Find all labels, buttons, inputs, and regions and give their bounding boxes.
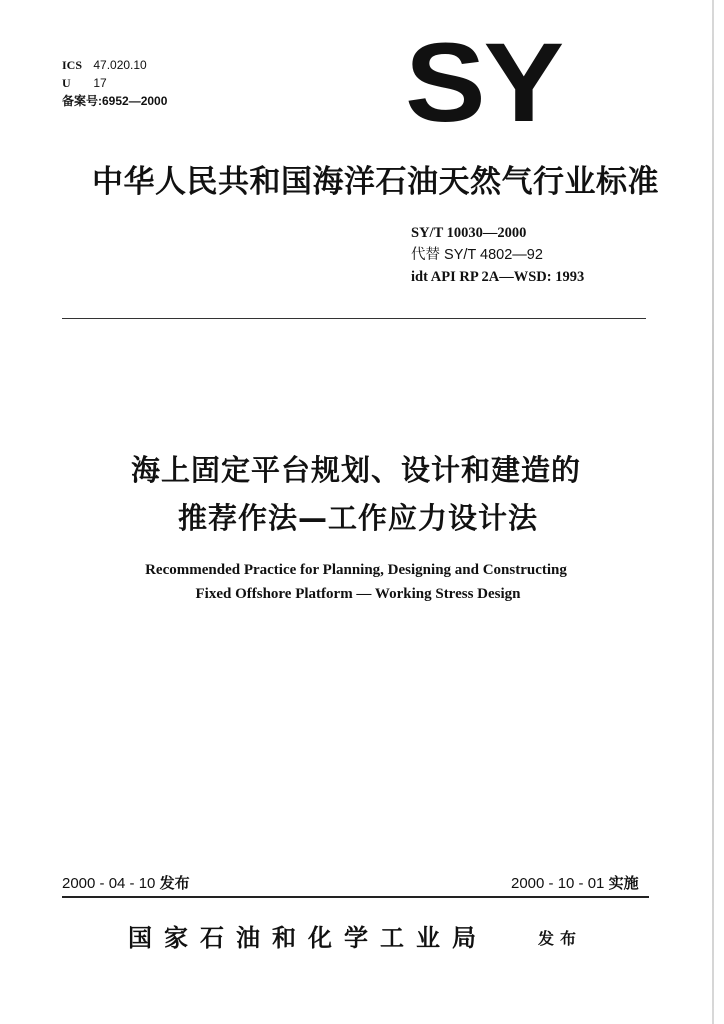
effective-word: 实施: [608, 874, 639, 892]
classification-block: [62, 56, 167, 110]
standard-codes: [411, 222, 584, 288]
effective-date-block: [511, 872, 639, 893]
publish-word: 发布: [159, 874, 190, 892]
u-label: U: [62, 76, 71, 90]
organization-title: 中华人民共和国海洋石油天然气行业标准: [92, 164, 659, 200]
footer-divider: [62, 896, 649, 898]
sy-logo: SY: [405, 20, 563, 145]
title-en-line1: Recommended Practice for Planning, Designing and Constructing: [145, 562, 567, 578]
effective-date: 2000 - 10 - 01: [511, 875, 605, 892]
issuer-action: 发布: [538, 929, 583, 948]
publish-date: 2000 - 04 - 10: [62, 875, 156, 892]
u-row: [62, 74, 167, 92]
record-number: 备案号:6952—2000: [62, 94, 168, 108]
standard-number: SY/T 10030—2000: [411, 225, 527, 241]
identical-standard: idt API RP 2A—WSD: 1993: [411, 269, 585, 285]
title-en-line2: Fixed Offshore Platform — Working Stress Design: [195, 586, 521, 602]
ics-label: ICS: [62, 58, 83, 72]
replaces-standard: 代替 SY/T 4802—92: [411, 247, 543, 263]
publish-date-block: [62, 872, 190, 893]
u-value: 17: [93, 76, 107, 90]
issuer-name: 国家石油和化学工业局: [128, 923, 488, 952]
header-divider: [62, 318, 646, 319]
ics-value: 47.020.10: [93, 58, 147, 72]
title-cn-line2: 推荐作法—工作应力设计法: [177, 501, 538, 535]
title-cn-line1: 海上固定平台规划、设计和建造的: [130, 453, 581, 487]
ics-row: [62, 56, 167, 74]
